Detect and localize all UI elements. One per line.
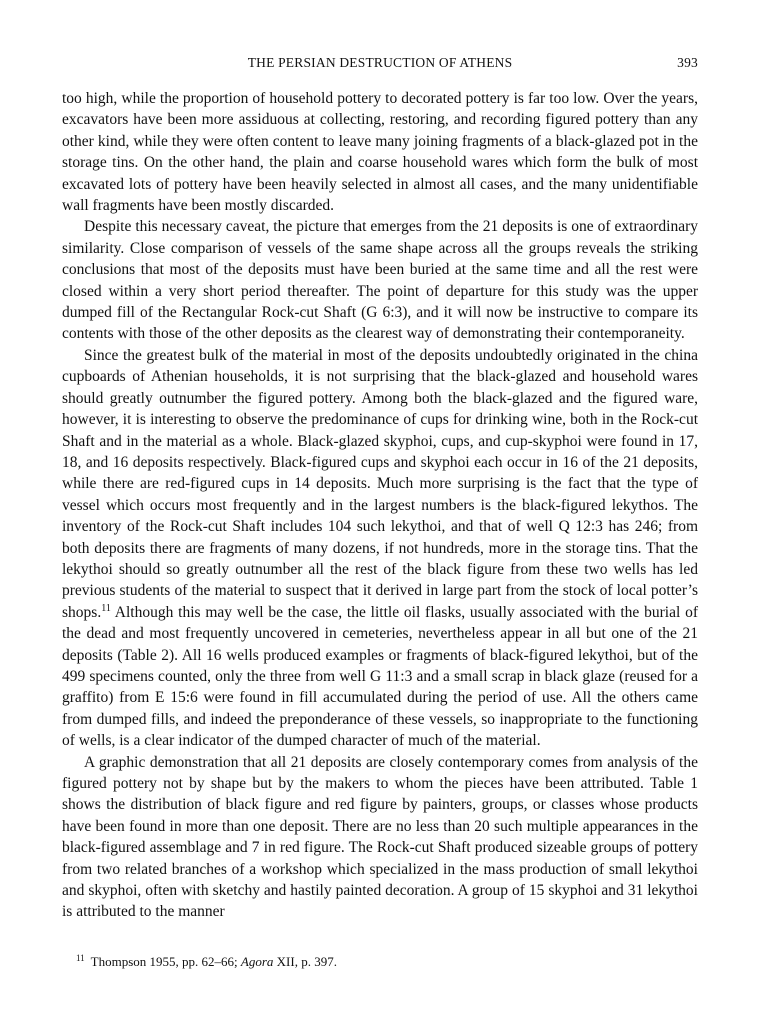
- running-title: THE PERSIAN DESTRUCTION OF ATHENS: [247, 55, 513, 70]
- footnote-text-1: Thompson 1955, pp. 62–66;: [90, 954, 241, 969]
- footnote-italic-title: Agora: [240, 954, 274, 969]
- paragraph-1: too high, while the proportion of household pottery to decorated pottery is far too low. Over the years, excavators have been more assiduous at collecting, restoring, and recording figured pottery than any other kind, while they were often content to leave many joining fragments of a black-glazed pot in the storage tins. On the other hand, the plain and coarse household wares which form the bulk of most excavated lots of pottery have been heavily selected in almost all cases, and the many unidentifiable wall fragments have been mostly discarded.: [62, 90, 698, 215]
- paragraph-2: Despite this necessary caveat, the picture that emerges from the 21 deposits is one of extraordinary similarity. Close comparison of vessels of the same shape across all the groups reveals the striking conclusions that most of the deposits must have been buried at the same time and all the rest were closed within a very short period thereafter. The point of departure for this study was the upper dumped fill of the Rectangular Rock-cut Shaft (G 6:3), and it will now be instructive to compare its contents with those of the other deposits as the clearest way of demonstrating their contemporaneity.: [62, 218, 698, 343]
- footnote-number: 11: [76, 953, 85, 963]
- paragraph-3: [62, 345, 698, 752]
- footnote-text-2: XII, p. 397.: [273, 954, 337, 969]
- paragraph-4: A graphic demonstration that all 21 deposits are closely contemporary comes from analysis of the figured pottery not by shape but by the makers to whom the pieces have been attributed. Table 1 shows the distribution of black figure and red figure by painters, groups, or classes whose products have been found in more than one deposit. There are no less than 20 such multiple appearances in the black-figured assemblage and 7 in red figure. The Rock-cut Shaft produced sizeable groups of pottery from two related branches of a workshop which specialized in the mass production of small lekythoi and skyphoi, often with sketchy and hastily painted decoration. A group of 15 skyphoi and 31 lekythoi is attributed to the manner: [62, 753, 698, 921]
- paragraph-3-part-1: Since the greatest bulk of the material in most of the deposits undoubtedly originated in the china cupboards of Athenian households, it is not surprising that the black-glazed and household wares should greatly outnumber the figured pottery. Among both the black-glazed and the figured ware, however, it is interesting to observe the predominance of cups for drinking wine, both in the Rock-cut Shaft and in the material as a whole. Black-glazed skyphoi, cups, and cup-skyphoi were found in 17, 18, and 16 deposits respectively. Black-figured cups and skyphoi each occur in 16 of the 21 deposits, while there are red-figured cups in 14 deposits. Much more surprising is the fact that the type of vessel which occurs most frequently and in the largest numbers is the black-figured lekythos. The inventory of the Rock-cut Shaft includes 104 such lekythoi, and that of well Q 12:3 has 246; from both deposits there are fragments of many dozens, if not hundreds, more in the storage tins. That the lekythoi should so greatly outnumber all the rest of the black figure from these two wells has led previous students of the material to suspect that it derived in large part from the stock of local potter’s shops.: [62, 346, 698, 621]
- paragraph-3-part-2: Although this may well be the case, the little oil flasks, usually associated with the burial of the dead and most frequently uncovered in cemeteries, nevertheless appear in all but one of the 21 deposits (Table 2). All 16 wells produced examples or fragments of black-figured lekythoi, but of the 499 specimens counted, only the three from well G 11:3 and a small scrap in black glaze (reused for a graffito) from E 15:6 were found in fill accumulated during the period of use. All the others came from dumped fills, and indeed the preponderance of these vessels, so inappropriate to the functioning of wells, is a clear indicator of the dumped character of much of the material.: [62, 603, 698, 750]
- body-text: [62, 88, 698, 923]
- footnote-reference[interactable]: 11: [101, 602, 111, 614]
- running-head: [62, 55, 698, 75]
- page: [62, 0, 698, 1024]
- page-number: 393: [677, 55, 698, 70]
- footnote: [76, 953, 686, 971]
